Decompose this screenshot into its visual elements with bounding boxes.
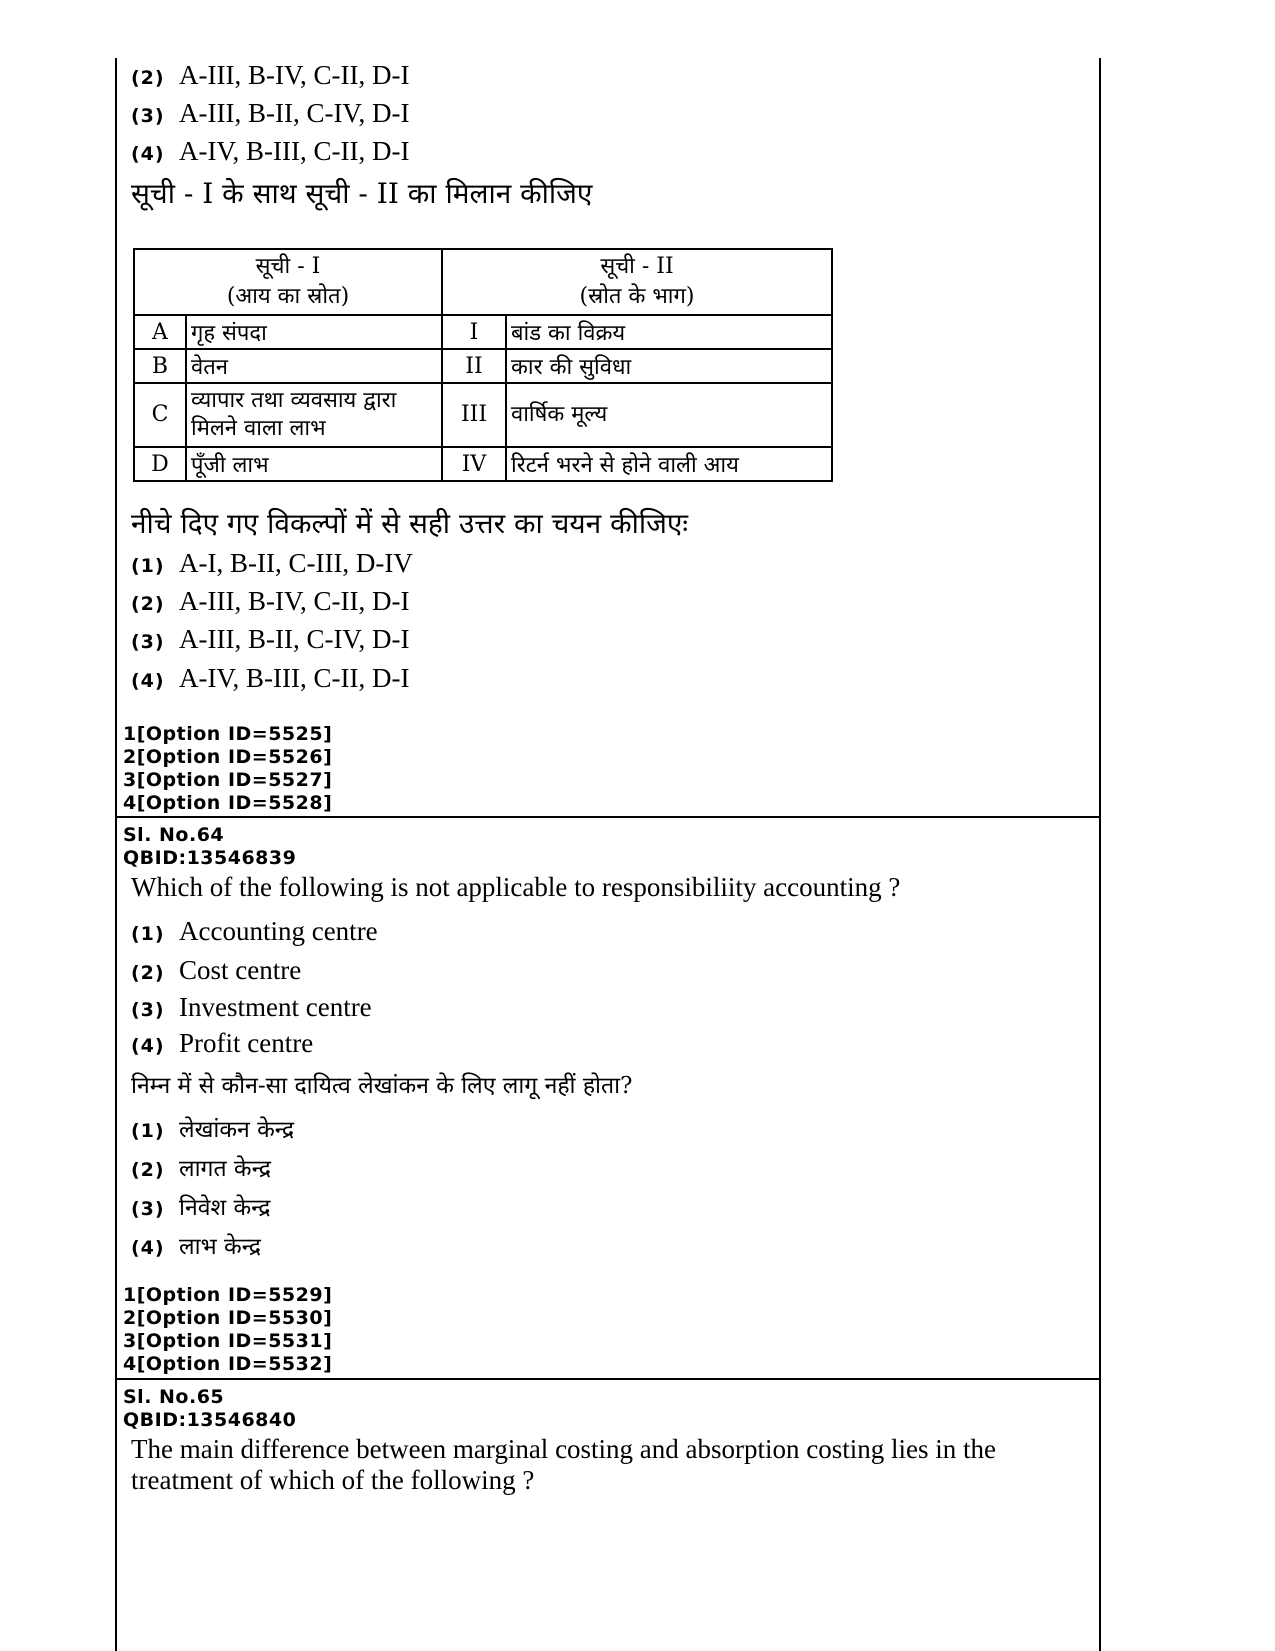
table-row [134, 349, 832, 383]
row-item: व्यापार तथा व्यवसाय द्वारा मिलने वाला लाभ [186, 383, 442, 447]
row-key: A [134, 315, 186, 349]
option-text: Profit centre [179, 1028, 314, 1058]
option-row [131, 624, 409, 655]
question-paper-page [115, 58, 1101, 1651]
option-number: (2) [131, 962, 165, 984]
hindi-question-heading: सूची - I के साथ सूची - II का मिलान कीजिए [131, 177, 593, 210]
row-num: III [442, 383, 506, 447]
option-row [131, 1190, 270, 1222]
option-row [131, 1229, 261, 1261]
option-text: लाभ केन्द्र [179, 1234, 262, 1260]
option-number: (1) [131, 923, 165, 945]
option-id: 4[Option ID=5532] [123, 1353, 333, 1375]
row-key: C [134, 383, 186, 447]
row-item: गृह संपदा [186, 315, 442, 349]
list-1-title: सूची - I [255, 254, 321, 279]
option-text: A-IV, B-III, C-II, D-I [179, 136, 410, 166]
option-id: 2[Option ID=5526] [123, 746, 333, 768]
option-number: (2) [131, 67, 165, 89]
table-row [134, 383, 832, 447]
row-value: बांड का विक्रय [506, 315, 832, 349]
question-line: treatment of which of the following ? [131, 1465, 535, 1495]
question-text-hi: निम्न में से कौन-सा दायित्व लेखांकन के लिए लागू नहीं होता? [131, 1073, 633, 1099]
row-key: D [134, 447, 186, 481]
option-row [131, 663, 409, 694]
option-row [131, 916, 378, 947]
option-number: (1) [131, 1120, 165, 1142]
option-number: (3) [131, 1198, 165, 1220]
row-key: B [134, 349, 186, 383]
question-line: The main difference between marginal costing and absorption costing lies in the [131, 1434, 997, 1464]
list-1-header [134, 249, 442, 315]
option-text: A-III, B-IV, C-II, D-I [179, 60, 410, 90]
option-text: Cost centre [179, 955, 302, 985]
row-value: रिटर्न भरने से होने वाली आय [506, 447, 832, 481]
option-row [131, 955, 301, 986]
option-text: लेखांकन केन्द्र [179, 1117, 295, 1143]
table-row [134, 447, 832, 481]
row-num: I [442, 315, 506, 349]
serial-number: Sl. No.64 [123, 824, 225, 846]
option-row [131, 1028, 313, 1059]
option-number: (1) [131, 555, 165, 577]
option-text: A-III, B-II, C-IV, D-I [179, 98, 410, 128]
match-table [133, 248, 833, 482]
question-text-en [131, 1434, 996, 1496]
option-id-list [123, 723, 332, 815]
list-2-subtitle: (स्रोत के भाग) [579, 284, 695, 309]
option-number: (3) [131, 999, 165, 1021]
option-text: लागत केन्द्र [179, 1156, 271, 1182]
row-num: II [442, 349, 506, 383]
question-divider [117, 1378, 1099, 1380]
option-text: Accounting centre [179, 916, 378, 946]
option-id: 2[Option ID=5530] [123, 1307, 333, 1329]
option-text: Investment centre [179, 992, 372, 1022]
option-number: (4) [131, 670, 165, 692]
option-id: 3[Option ID=5531] [123, 1330, 333, 1352]
option-row [131, 60, 409, 91]
option-number: (2) [131, 593, 165, 615]
option-row [131, 586, 409, 617]
list-1-subtitle: (आय का स्रोत) [226, 284, 350, 309]
serial-number: Sl. No.65 [123, 1386, 225, 1408]
option-id: 4[Option ID=5528] [123, 792, 333, 814]
option-row [131, 136, 409, 167]
option-number: (4) [131, 1035, 165, 1057]
option-id: 1[Option ID=5529] [123, 1284, 333, 1306]
row-value: कार की सुविधा [506, 349, 832, 383]
option-number: (4) [131, 143, 165, 165]
question-divider [117, 816, 1099, 818]
question-meta [123, 1386, 296, 1432]
row-num: IV [442, 447, 506, 481]
option-row [131, 1151, 271, 1183]
option-id: 1[Option ID=5525] [123, 723, 333, 745]
option-row [131, 548, 413, 579]
option-id-list [123, 1284, 332, 1376]
option-number: (2) [131, 1159, 165, 1181]
row-value: वार्षिक मूल्य [506, 383, 832, 447]
option-text: A-III, B-IV, C-II, D-I [179, 586, 410, 616]
option-row [131, 1112, 294, 1144]
option-id: 3[Option ID=5527] [123, 769, 333, 791]
hindi-instruction: नीचे दिए गए विकल्पों में से सही उत्तर का चयन कीजिएः [131, 507, 689, 540]
row-item: वेतन [186, 349, 442, 383]
table-row [134, 315, 832, 349]
list-2-header [442, 249, 832, 315]
option-row [131, 992, 372, 1023]
option-number: (3) [131, 631, 165, 653]
qbid: QBID:13546839 [123, 847, 297, 869]
list-2-title: सूची - II [600, 254, 674, 279]
option-text: A-IV, B-III, C-II, D-I [179, 663, 410, 693]
option-text: निवेश केन्द्र [179, 1195, 271, 1221]
question-text-en: Which of the following is not applicable to responsibiliity accounting ? [131, 872, 901, 902]
qbid: QBID:13546840 [123, 1409, 297, 1431]
option-text: A-I, B-II, C-III, D-IV [179, 548, 413, 578]
option-text: A-III, B-II, C-IV, D-I [179, 624, 410, 654]
row-item: पूँजी लाभ [186, 447, 442, 481]
question-meta [123, 824, 296, 870]
option-number: (4) [131, 1237, 165, 1259]
option-number: (3) [131, 105, 165, 127]
option-row [131, 98, 409, 129]
